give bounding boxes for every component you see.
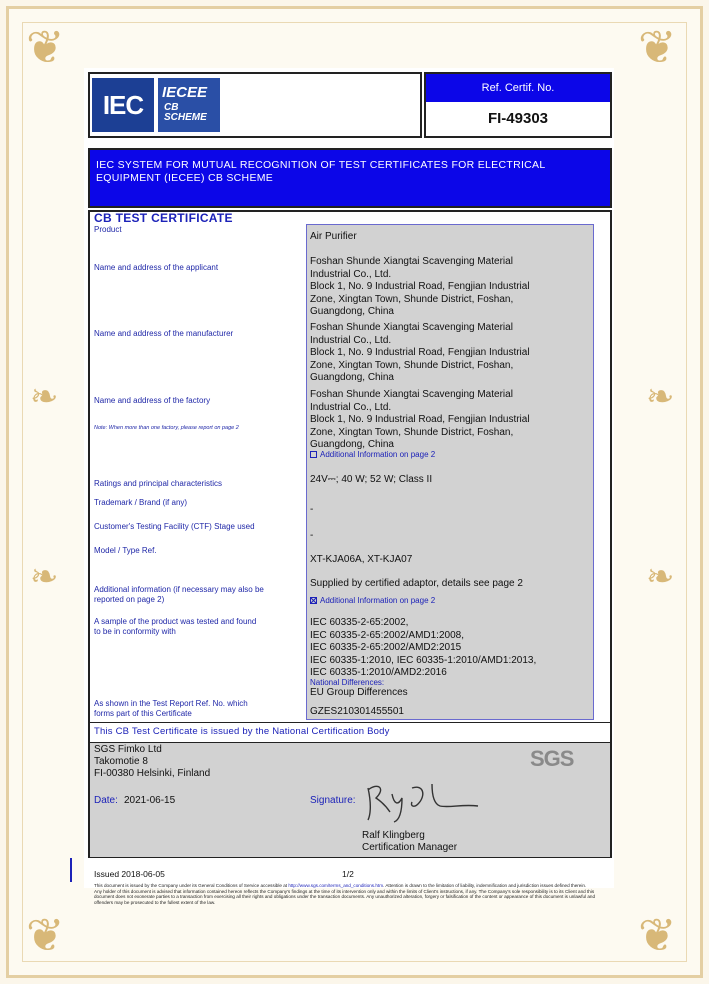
ncb-city: FI-00380 Helsinki, Finland: [94, 768, 211, 779]
ref-certif-number: FI-49303: [487, 109, 549, 127]
manufacturer-label: Name and address of the manufacturer: [94, 329, 234, 338]
additional-info-value: Supplied by certified adaptor, details see page 2: [310, 578, 523, 589]
ratings-label: Ratings and principal characteristics: [94, 479, 223, 488]
applicant-value: Foshan Shunde Xiangtai Scavenging Material Industrial Co., Ltd. Block 1, No. 9 Industrial Road, Fengjian Industrial Zone, Xingtan Town, Shunde District, Foshan, Guangdong, China: [310, 256, 530, 317]
product-value: Air Purifier: [310, 231, 357, 242]
model-label: Model / Type Ref.: [94, 546, 157, 555]
ncb-street: Takomotie 8: [94, 756, 148, 767]
signer-block: [362, 830, 457, 854]
factory-additional-info: [310, 450, 435, 459]
additional-info-page2-text: Additional Information on page 2: [320, 596, 436, 605]
date-value: 2021-06-15: [124, 795, 176, 806]
additional-info-page2: [310, 596, 435, 605]
side-ornament-icon: ❧: [30, 377, 59, 417]
additional-info-label: Additional information (if necessary may also be reported on page 2): [94, 585, 264, 604]
side-ornament-icon: ❧: [646, 377, 675, 417]
applicant-label: Name and address of the applicant: [94, 263, 219, 272]
corner-ornament-icon: ❦: [26, 908, 65, 962]
corner-ornament-icon: ❦: [638, 20, 677, 74]
trademark-value: -: [310, 504, 314, 515]
signer-name: Ralf Klingberg: [362, 830, 425, 841]
footer-disclaimer: Any holder of this document is advised that information contained hereon reflects the Company's findings at the time of its intervention only and within the limits of Client's instructions, if any. The Company's sole responsibility is to its Client and this document does not exonerate parties to a transaction from exercising all their rights and obligations under the transaction documents. Any unauthorized alteration, forgery or falsification of the content or appearance of this document is unlawful and offenders may be prosecuted to the fullest extent of the law.: [94, 888, 596, 905]
side-ornament-icon: ❧: [30, 557, 59, 597]
national-differences-value: EU Group Differences: [310, 687, 408, 698]
test-report-label: As shown in the Test Report Ref. No. which forms part of this Certificate: [94, 699, 248, 718]
issued-by-statement: This CB Test Certificate is issued by the National Certification Body: [90, 722, 610, 742]
iec-logo: IEC: [92, 78, 154, 132]
checkbox-checked-icon: [310, 597, 317, 604]
trademark-label: Trademark / Brand (if any): [94, 498, 188, 507]
ctf-label: Customer's Testing Facility (CTF) Stage used: [94, 522, 255, 531]
sample-standards-value: IEC 60335-2-65:2002, IEC 60335-2-65:2002/AMD1:2008, IEC 60335-2-65:2002/AMD2:2015 IEC 60335-1:2010, IEC 60335-1:2010/AMD1:2013, IEC 60335-1:2010/AMD2:2016: [310, 617, 537, 678]
date-label: Date:: [94, 795, 118, 806]
factory-value: Foshan Shunde Xiangtai Scavenging Material Industrial Co., Ltd. Block 1, No. 9 Industrial Road, Fengjian Industrial Zone, Xingtan Town, Shunde District, Foshan, Guangdong, China: [310, 389, 530, 450]
certificate-title: CB TEST CERTIFICATE: [94, 211, 233, 225]
ctf-value: -: [310, 530, 314, 541]
iecee-logo: IECEE CB SCHEME: [158, 78, 220, 132]
test-report-value: GZES210301455501: [310, 706, 404, 717]
margin-mark: [70, 858, 72, 882]
ncb-name: SGS Fimko Ltd: [94, 744, 162, 755]
factory-additional-text: Additional Information on page 2: [320, 450, 436, 459]
factory-label: Name and address of the factory: [94, 396, 211, 405]
page-number: 1/2: [342, 869, 354, 879]
corner-ornament-icon: ❦: [26, 20, 65, 74]
footer: [94, 869, 610, 905]
handwritten-signature: [362, 776, 482, 826]
sgs-logo: SGS: [530, 746, 574, 771]
ref-certif-label: Ref. Certif. No.: [426, 74, 610, 102]
signature-label: Signature:: [310, 795, 356, 806]
signer-title: Certification Manager: [362, 842, 458, 853]
manufacturer-value: Foshan Shunde Xiangtai Scavenging Material Industrial Co., Ltd. Block 1, No. 9 Industrial Road, Fengjian Industrial Zone, Xingtan Town, Shunde District, Foshan, Guangdong, China: [310, 322, 530, 383]
scheme-banner: IEC SYSTEM FOR MUTUAL RECOGNITION OF TEST CERTIFICATES FOR ELECTRICAL EQUIPMENT (IECEE) CB SCHEME: [88, 148, 612, 208]
sample-label: A sample of the product was tested and found to be in conformity with: [94, 617, 257, 636]
factory-note: Note: When more than one factory, please report on page 2: [94, 425, 239, 431]
terms-link[interactable]: http://www.sgs.com/terms_and_conditions.htm: [288, 883, 384, 888]
corner-ornament-icon: ❦: [638, 908, 677, 962]
ratings-value: 24V⎓; 40 W; 52 W; Class II: [310, 474, 433, 485]
footer-terms: This document is issued by the Company under its General Conditions of Service accessible at http://www.sgs.com/terms_and_conditions.htm. Attention is drawn to the limitation of liability, indemnification and jurisdiction issues defined therein.: [94, 883, 587, 888]
product-label: Product: [94, 225, 122, 234]
issued-date: Issued 2018-06-05: [94, 869, 165, 879]
side-ornament-icon: ❧: [646, 557, 675, 597]
national-differences-label: National Differences:: [310, 678, 385, 687]
checkbox-unchecked-icon: [310, 451, 317, 458]
model-value: XT-KJA06A, XT-KJA07: [310, 554, 413, 565]
